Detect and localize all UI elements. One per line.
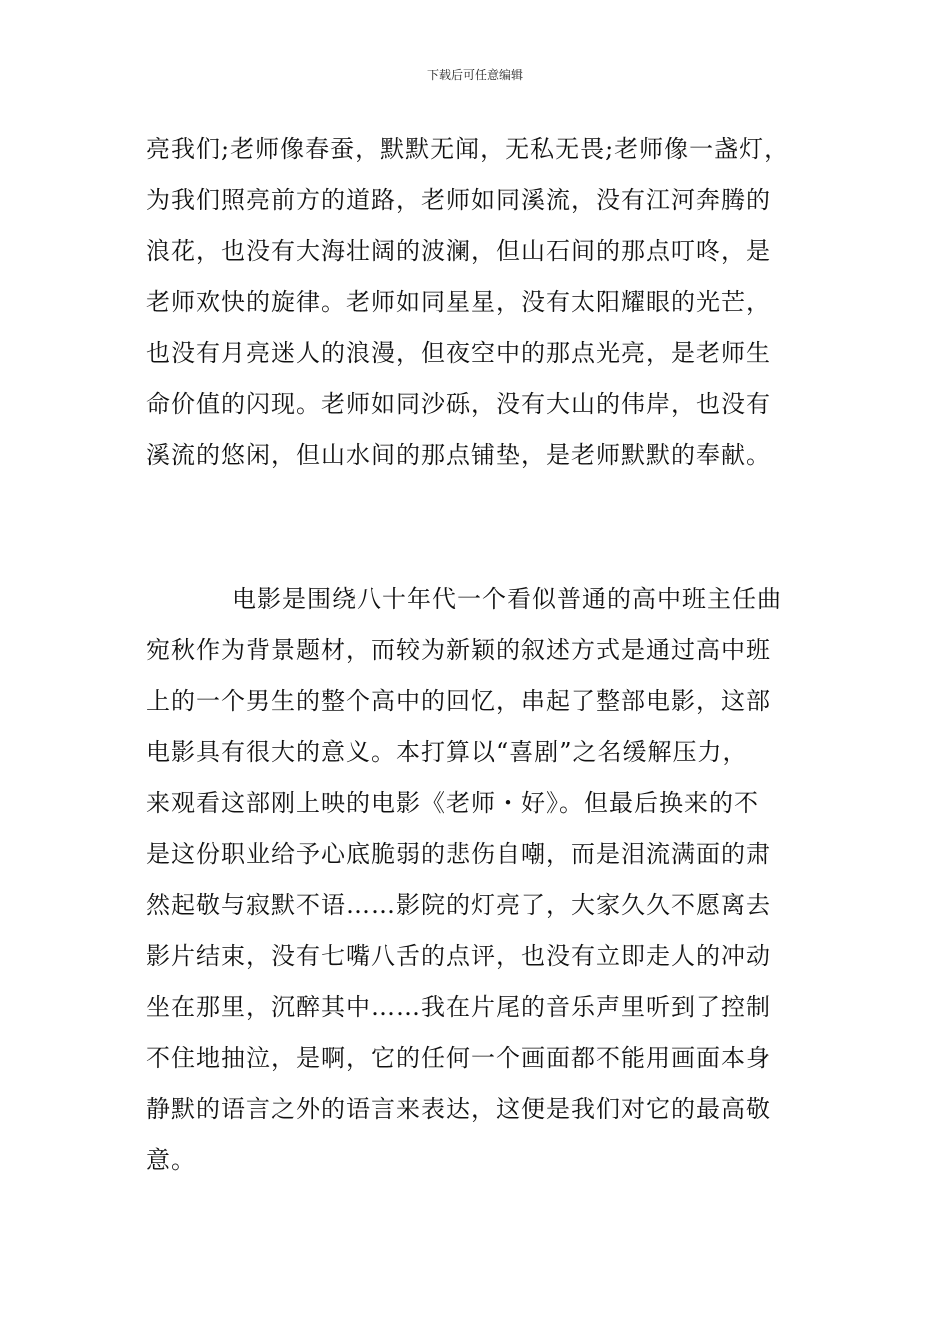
paragraph-line: 也没有月亮迷人的浪漫，但夜空中的那点光亮，是老师生 xyxy=(146,339,771,367)
paragraph-line: 影片结束，没有七嘴八舌的点评，也没有立即走人的冲动 xyxy=(146,942,771,970)
paragraph-line: 为我们照亮前方的道路，老师如同溪流，没有江河奔腾的 xyxy=(146,186,771,214)
paragraph-line: 命价值的闪现。老师如同沙砾，没有大山的伟岸，也没有 xyxy=(146,390,771,418)
paragraph-line: 意。 xyxy=(146,1146,196,1174)
paragraph-line: 浪花，也没有大海壮阔的波澜，但山石间的那点叮咚，是 xyxy=(146,237,771,265)
paragraph-line: 电影具有很大的意义。本打算以“喜剧”之名缓解压力， xyxy=(146,738,748,766)
paragraph-line: 宛秋作为背景题材，而较为新颖的叙述方式是通过高中班 xyxy=(146,636,771,664)
paragraph-line: 亮我们;老师像春蚕，默默无闻，无私无畏;老师像一盏灯， xyxy=(146,135,790,163)
paragraph-1 xyxy=(146,124,816,481)
paragraph-line: 老师欢快的旋律。老师如同星星，没有太阳耀眼的光芒， xyxy=(146,288,771,316)
paragraph-line: 然起敬与寂默不语……影院的灯亮了，大家久久不愿离去 xyxy=(146,891,771,919)
paragraph-line: 坐在那里，沉醉其中……我在片尾的音乐声里听到了控制 xyxy=(146,993,771,1021)
paragraph-2 xyxy=(146,574,816,1186)
paragraph-line: 不住地抽泣，是啊，它的任何一个画面都不能用画面本身 xyxy=(146,1044,771,1072)
paragraph-line: 是这份职业给予心底脆弱的悲伤自嘲，而是泪流满面的肃 xyxy=(146,840,771,868)
paragraph-line: 静默的语言之外的语言来表达，这便是我们对它的最高敬 xyxy=(146,1095,771,1123)
paragraph-line: 来观看这部刚上映的电影《老师・好》。但最后换来的不 xyxy=(146,789,759,817)
page-header: 下载后可任意编辑 xyxy=(426,68,523,82)
paragraph-line: 电影是围绕八十年代一个看似普通的高中班主任曲 xyxy=(232,585,782,613)
paragraph-line: 上的一个男生的整个高中的回忆，串起了整部电影，这部 xyxy=(146,687,771,715)
paragraph-line: 溪流的悠闲，但山水间的那点铺垫，是老师默默的奉献。 xyxy=(146,441,771,469)
